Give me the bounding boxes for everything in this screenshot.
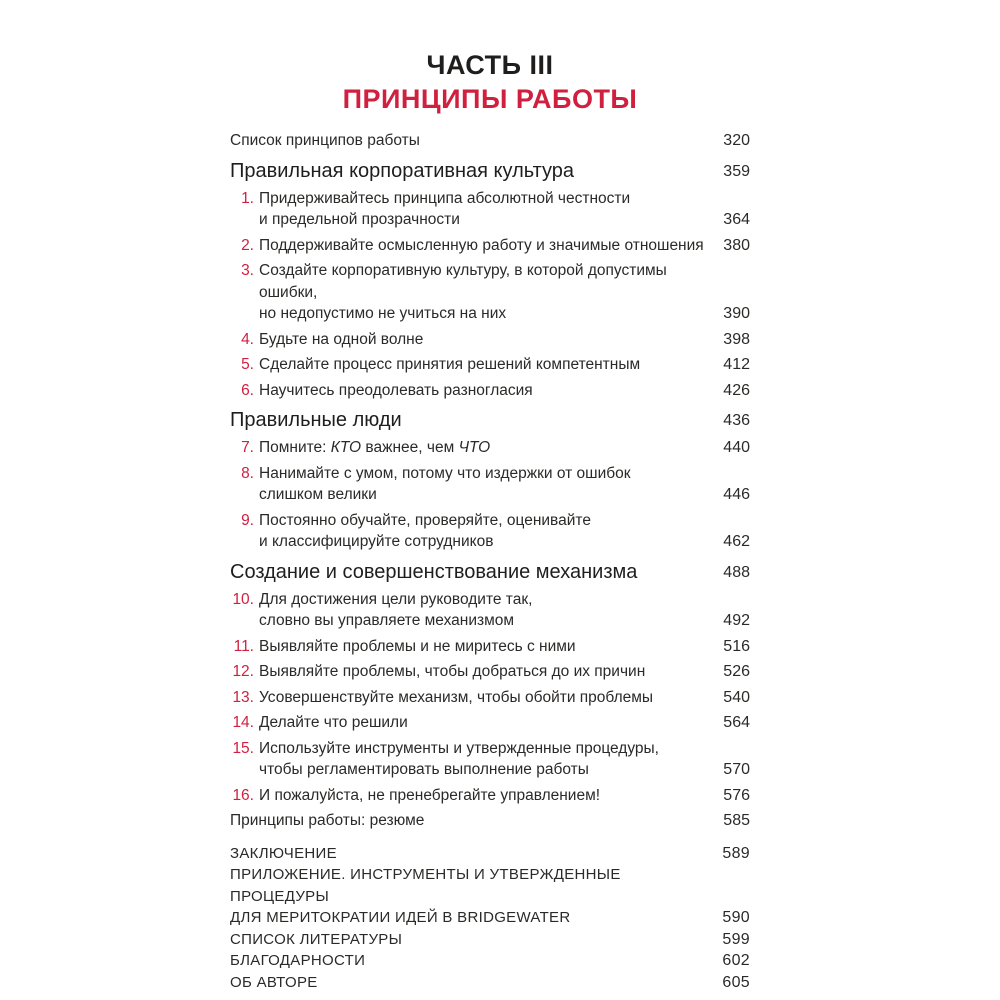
entry-title-line xyxy=(230,864,708,907)
text: Выявляйте проблемы, чтобы добраться до их причин xyxy=(259,663,646,680)
entry-title-line xyxy=(259,329,423,351)
toc-entry[interactable] xyxy=(230,235,750,257)
entry-title xyxy=(259,380,533,402)
toc-entry[interactable] xyxy=(230,463,750,506)
text: ОБ АВТОРЕ xyxy=(230,973,318,991)
entry-page-number: 576 xyxy=(723,786,750,804)
entry-text-block xyxy=(230,785,600,807)
entry-number: 10. xyxy=(232,590,254,608)
toc-entry[interactable] xyxy=(230,408,750,433)
text: ПРИЛОЖЕНИЕ. ИНСТРУМЕНТЫ И УТВЕРЖДЕННЫЕ ПРОЦЕДУРЫ xyxy=(230,866,621,905)
entry-title-line xyxy=(230,929,402,951)
entry-page-number: 570 xyxy=(723,761,750,778)
entry-page-number: 605 xyxy=(722,973,750,991)
entry-text-block xyxy=(230,929,402,951)
text: и классифицируйте сотрудников xyxy=(259,533,494,550)
entry-text-block xyxy=(230,738,659,781)
italic-text: КТО xyxy=(330,439,362,456)
entry-title xyxy=(259,589,532,632)
entry-title xyxy=(230,972,318,994)
toc-content xyxy=(230,48,750,993)
part-label: ЧАСТЬ III xyxy=(426,50,554,80)
text: ДЛЯ МЕРИТОКРАТИИ ИДЕЙ В BRIDGEWATER xyxy=(230,909,571,926)
entry-title xyxy=(259,738,659,781)
entry-title xyxy=(259,785,600,807)
toc-entry[interactable] xyxy=(230,864,750,929)
entry-title-line xyxy=(259,531,591,553)
entry-page-number: 564 xyxy=(723,714,750,731)
entry-text-block xyxy=(230,687,653,709)
entry-title-line xyxy=(259,354,640,376)
entry-number: 8. xyxy=(241,464,254,482)
entry-title-line xyxy=(259,661,645,683)
entry-title-line xyxy=(230,130,420,152)
entry-number: 7. xyxy=(241,439,254,456)
entry-title-line xyxy=(230,950,365,972)
entry-title xyxy=(259,712,408,734)
toc-entry[interactable] xyxy=(230,738,750,781)
entry-page-number: 364 xyxy=(723,211,750,228)
entry-page-number: 359 xyxy=(723,162,750,180)
entry-text-block xyxy=(230,260,709,325)
entry-page-number: 516 xyxy=(723,637,750,655)
entry-number: 3. xyxy=(241,262,254,279)
entry-title xyxy=(230,810,424,832)
entry-text-block xyxy=(230,589,532,632)
entry-text-block xyxy=(230,636,576,658)
text: важнее, чем xyxy=(361,439,459,456)
text: Для достижения цели руководите так, xyxy=(259,590,533,608)
entry-title-line xyxy=(259,785,600,807)
entry-text-block xyxy=(230,810,424,832)
entry-title xyxy=(259,354,640,376)
toc-entry[interactable] xyxy=(230,159,750,184)
entry-title xyxy=(259,636,576,658)
entry-title-line xyxy=(259,610,532,632)
entry-page-number: 589 xyxy=(722,844,750,862)
entry-text-block xyxy=(230,510,591,553)
entry-page-number: 426 xyxy=(723,381,750,399)
text: но недопустимо не учиться на них xyxy=(259,305,507,322)
text: Придерживайтесь принципа абсолютной честности xyxy=(259,189,631,207)
entry-text-block xyxy=(230,972,318,994)
entry-title xyxy=(259,235,704,257)
entry-number: 11. xyxy=(233,637,254,655)
entry-text-block xyxy=(230,188,630,231)
entry-number: 16. xyxy=(232,786,254,804)
text: Выявляйте проблемы и не миритесь с ними xyxy=(259,637,576,655)
entry-title-line xyxy=(259,303,709,325)
entry-text-block xyxy=(230,950,365,972)
entry-page-number: 488 xyxy=(723,563,750,581)
text: Нанимайте с умом, потому что издержки от ошибок xyxy=(259,464,631,482)
toc-entry[interactable] xyxy=(230,354,750,376)
toc-entry[interactable] xyxy=(230,188,750,231)
entry-title xyxy=(230,929,402,951)
toc-entry[interactable] xyxy=(230,712,750,734)
entry-title-line xyxy=(259,260,709,303)
toc-entry[interactable] xyxy=(230,130,750,152)
toc-entry[interactable] xyxy=(230,661,750,683)
entry-text-block xyxy=(230,159,574,184)
entry-page-number: 585 xyxy=(723,812,750,829)
entry-text-block xyxy=(230,712,408,734)
entry-number: 13. xyxy=(232,688,254,706)
text: Постоянно обучайте, проверяйте, оценивайте xyxy=(259,511,591,529)
text: Создайте корпоративную культуру, в которой допустимы ошибки, xyxy=(259,262,667,301)
entry-page-number: 412 xyxy=(723,356,750,373)
toc-entry[interactable] xyxy=(230,810,750,832)
entry-title xyxy=(230,950,365,972)
text: Правильные люди xyxy=(230,409,402,431)
entry-title xyxy=(259,437,490,459)
part-title: ПРИНЦИПЫ РАБОТЫ xyxy=(342,84,638,114)
entry-number: 9. xyxy=(241,511,254,529)
entry-number: 12. xyxy=(232,663,254,680)
entry-title-line xyxy=(230,560,637,585)
chapter-heading xyxy=(230,48,750,116)
italic-text: ЧТО xyxy=(458,439,491,456)
toc-entry[interactable] xyxy=(230,560,750,585)
entry-text-block xyxy=(230,661,645,683)
entry-text-block xyxy=(230,843,337,865)
toc-entry[interactable] xyxy=(230,636,750,658)
text: Поддерживайте осмысленную работу и значимые отношения xyxy=(259,236,704,254)
entry-title-line xyxy=(230,972,318,994)
text: Усовершенствуйте механизм, чтобы обойти проблемы xyxy=(259,688,654,706)
entry-page-number: 492 xyxy=(723,612,750,629)
text: Делайте что решили xyxy=(259,714,408,731)
toc-entry[interactable] xyxy=(230,785,750,807)
entry-page-number: 390 xyxy=(723,305,750,322)
entry-title-line xyxy=(230,408,402,433)
toc-entry[interactable] xyxy=(230,380,750,402)
entry-title xyxy=(259,188,630,231)
entry-title xyxy=(230,159,574,184)
entry-text-block xyxy=(230,560,637,585)
entry-title xyxy=(230,843,337,865)
entry-page-number: 462 xyxy=(723,533,750,550)
entry-title xyxy=(230,864,708,929)
text: Создание и совершенствование механизма xyxy=(230,560,638,583)
table-of-contents xyxy=(230,130,750,993)
text: чтобы регламентировать выполнение работы xyxy=(259,761,589,778)
toc-entry[interactable] xyxy=(230,329,750,351)
entry-page-number: 436 xyxy=(723,412,750,429)
entry-page-number: 526 xyxy=(723,663,750,680)
entry-page-number: 320 xyxy=(723,132,750,149)
entry-page-number: 602 xyxy=(722,952,750,969)
entry-title xyxy=(230,408,402,433)
entry-text-block xyxy=(230,329,423,351)
entry-title-line xyxy=(259,209,630,231)
entry-title-line xyxy=(259,759,659,781)
entry-number: 6. xyxy=(241,381,254,399)
entry-page-number: 540 xyxy=(723,688,750,706)
entry-number: 15. xyxy=(232,739,254,757)
toc-entry[interactable] xyxy=(230,510,750,553)
text: И пожалуйста, не пренебрегайте управлением! xyxy=(259,786,601,804)
toc-entry[interactable] xyxy=(230,950,750,972)
toc-entry[interactable] xyxy=(230,437,750,459)
entry-text-block xyxy=(230,463,631,506)
toc-entry[interactable] xyxy=(230,843,750,865)
entry-title xyxy=(259,329,423,351)
text: и предельной прозрачности xyxy=(259,211,460,228)
entry-title-line xyxy=(230,843,337,865)
entry-number: 4. xyxy=(241,330,254,348)
entry-title-line xyxy=(259,589,532,611)
entry-text-block xyxy=(230,380,533,402)
text: ЗАКЛЮЧЕНИЕ xyxy=(230,844,337,862)
toc-entry[interactable] xyxy=(230,589,750,632)
entry-page-number: 590 xyxy=(722,909,750,926)
entry-title-line xyxy=(230,810,424,832)
entry-number: 14. xyxy=(232,714,254,731)
entry-title-line xyxy=(259,687,653,709)
text: СПИСОК ЛИТЕРАТУРЫ xyxy=(230,930,403,948)
toc-entry[interactable] xyxy=(230,260,750,325)
text: Сделайте процесс принятия решений компетентным xyxy=(259,356,641,373)
toc-entry[interactable] xyxy=(230,929,750,951)
toc-entry[interactable] xyxy=(230,972,750,994)
text: Помните: xyxy=(259,439,331,456)
entry-title-line xyxy=(259,738,659,760)
entry-page-number: 446 xyxy=(723,486,750,503)
entry-page-number: 398 xyxy=(723,330,750,348)
text: Принципы работы: резюме xyxy=(230,812,425,829)
entry-title-line xyxy=(259,235,704,257)
entry-text-block xyxy=(230,408,402,433)
entry-number: 2. xyxy=(241,236,254,254)
text: Научитесь преодолевать разногласия xyxy=(259,381,533,399)
entry-title xyxy=(230,560,637,585)
entry-title-line xyxy=(259,463,631,485)
entry-title xyxy=(259,260,709,325)
entry-number: 5. xyxy=(241,356,254,373)
entry-page-number: 599 xyxy=(722,930,750,948)
entry-text-block xyxy=(230,354,640,376)
entry-title-line xyxy=(259,380,533,402)
entry-title xyxy=(259,661,645,683)
entry-title-line xyxy=(259,188,630,210)
toc-entry[interactable] xyxy=(230,687,750,709)
entry-title-line xyxy=(259,437,490,459)
entry-page-number: 440 xyxy=(723,439,750,456)
entry-title-line xyxy=(259,510,591,532)
entry-title-line xyxy=(230,907,708,929)
entry-title xyxy=(259,463,631,506)
entry-title-line xyxy=(230,159,574,184)
text: слишком велики xyxy=(259,486,377,503)
entry-text-block xyxy=(230,235,704,257)
text: Список принципов работы xyxy=(230,132,420,149)
entry-text-block xyxy=(230,864,708,929)
entry-title-line xyxy=(259,712,408,734)
entry-title xyxy=(259,687,653,709)
text: Будьте на одной волне xyxy=(259,330,424,348)
entry-number: 1. xyxy=(241,189,254,207)
entry-text-block xyxy=(230,437,490,459)
text: БЛАГОДАРНОСТИ xyxy=(230,952,366,969)
entry-title xyxy=(230,130,420,152)
text: Используйте инструменты и утвержденные процедуры, xyxy=(259,739,659,757)
entry-title-line xyxy=(259,484,631,506)
entry-page-number: 380 xyxy=(723,236,750,254)
entry-title-line xyxy=(259,636,576,658)
entry-title xyxy=(259,510,591,553)
entry-text-block xyxy=(230,130,420,152)
text: словно вы управляете механизмом xyxy=(259,612,515,629)
text: Правильная корпоративная культура xyxy=(230,159,575,182)
